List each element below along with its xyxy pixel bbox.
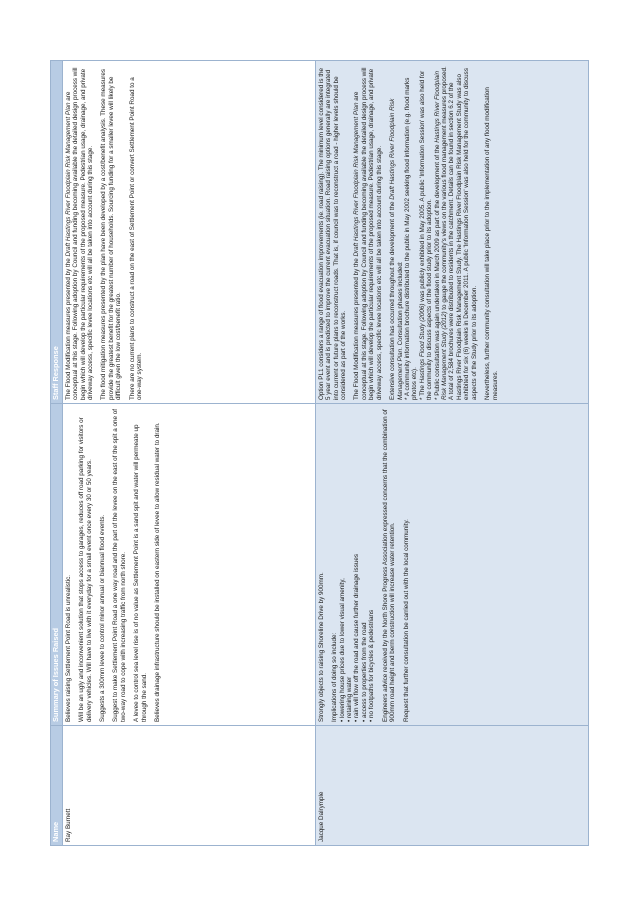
plan-title: Draft Hastings River Floodplain Risk Management Plan xyxy=(389,98,404,400)
response-paragraph xyxy=(65,64,95,400)
list-item: • rain will flow off the road and cause further drainage issues xyxy=(353,554,361,722)
rotated-landscape-table-page xyxy=(50,61,588,846)
text-run: was publicly exhibited in May 2005. A public 'Information Session' was also held for the community to discuss aspects of the flood study prior to its adoption. xyxy=(418,70,434,400)
list-item: • retaining water xyxy=(346,676,353,722)
response-paragraph: The flood mitigation measures presented by the plan have been developed by a cost/benefit analysis. These measures provide the greatest benefit for the greatest number of households. Sourcing funding for a smaller levee will likely be difficult given the low cost/benefit ratio. xyxy=(100,68,123,400)
text-run: are conceptual at this stage. Following adoption by Council and funding becoming available the detailed design process will begin which will develop the particular requirements of the proposed measure. Pedestrian usage, drainage, and private driveway access, specific levee locations etc will all be taken into account during this stage. xyxy=(64,67,94,400)
submissions-table xyxy=(50,60,589,846)
text-run: to gauge the community's views on the various flood management measures proposed. A total of 2,584 brochures were distributed to residents in the catchment. Details can be found in section 6.2 of the Hastings River Floodplain Risk Management Study. The Hastings River Floodplain Risk Management Study was also exhibited for six (6) weeks in December 2011. A public 'Information Session' was also held for the community to discuss aspects of the Study prior to its adoption. xyxy=(441,66,478,400)
response-paragraph xyxy=(389,64,478,400)
text-run: * The xyxy=(418,383,426,400)
submitter-name: Ray Burnett xyxy=(62,726,315,846)
summary-paragraph: Believes raising Settlement Point Road is unrealistic. xyxy=(64,575,72,722)
summary-paragraph: Suggests a 300mm levee to control minor annual or biannual flood events. xyxy=(99,514,106,722)
summary-paragraph: Engineers advice received by the North Shore Progress Association expressed concerns that the combination of 900mm road height and berm construction will increase water retention. xyxy=(381,409,397,722)
summary-cell xyxy=(315,404,588,726)
text-run: The Flood Modification measures presented by the xyxy=(64,256,72,400)
response-paragraph xyxy=(353,64,383,400)
list-intro: Implications of doing so include: xyxy=(331,632,339,722)
text-run: The Flood Modification measures presented by the xyxy=(353,256,361,400)
summary-cell xyxy=(62,404,315,726)
text-run: * Public consultation was again undertaken in March 2009 as part of the development of the xyxy=(433,142,441,400)
table-row xyxy=(315,61,588,846)
response-cell xyxy=(315,61,588,404)
table-header-row xyxy=(51,61,63,846)
plan-title: Draft Hastings River Floodplain Risk Management Plan xyxy=(353,102,361,257)
text-run: are conceptual at this stage. Following adoption by Council and funding becoming available the detailed design process will begin which will develop the particular requirements of the proposed measure. Pedestrian usage, drainage, and private driveway access, specific levee locations etc will all be taken into account during this stage. xyxy=(353,67,383,400)
summary-paragraph: Will be an ugly and inconvenient solution that stops access to garages, reduces off road parking for visitors or delivery vehicles. Will have to live with it everyday for a small event once every 30 or 50 years. xyxy=(78,417,93,722)
submitter-name: Jacque Dalrymple xyxy=(315,726,588,846)
summary-paragraph: A levee to control sea level rise is of no value as Settlement Point is a sand spit and water will permeate up through the sand. xyxy=(133,424,148,722)
response-paragraph: Option PL1 considers a range of flood evacuation improvements (ie. road raising). The minimum level considered is the 5 year event and is predicted to improve the current evacuation situation. Road raising options generally are integrated into current or future plans to reconstruct roads. That is, if council was to reconstruct a road - higher levels should be considered as part of the works. xyxy=(317,67,347,400)
summary-paragraph: Believes drainage infrastructure should be installed on eastern side of levee to allow residual water to drain. xyxy=(154,422,162,722)
response-paragraph: There are no current plans to construct a road on the east of Settlement Point or convert Settlement Point Road to a one-way system. xyxy=(128,77,144,400)
summary-paragraph: Request that further consultation be carried out with the local community. xyxy=(402,519,410,722)
text-run: . Consultation phases included: xyxy=(396,261,404,349)
implications-list xyxy=(331,407,376,722)
header-summary: Summary of Issues Raised xyxy=(51,404,63,726)
study-title: Hastings Flood Study (2006) xyxy=(418,303,426,384)
study-title: Hastings River Floodplain Risk Management Study (2012) xyxy=(433,70,449,400)
text-run: Extensive consultation has occurred throughout the development of the xyxy=(389,199,397,400)
header-response: Staff Response xyxy=(51,61,63,404)
list-item: • lowering house prices due to lower visual amenity, xyxy=(338,578,346,722)
consultation-item: * A community information brochure distributed to the public in May 2002 seeking flood information (e.g. flood marks photos etc). xyxy=(403,77,419,400)
table-row xyxy=(62,61,315,846)
list-item: • access to properties from the road xyxy=(360,622,368,722)
summary-paragraph: Strongly objects to raising Shoreline Drive by 900mm. xyxy=(317,572,325,722)
list-item: • no footpaths for bicycles & pedestrians xyxy=(368,609,376,722)
plan-title: Draft Hastings River Floodplain Risk Management Plan xyxy=(64,102,72,257)
header-name: Name xyxy=(51,726,63,846)
response-paragraph: Nevertheless, further community consultation will take place prior to the implementation of any flood modification measures. xyxy=(484,87,499,400)
response-cell xyxy=(62,61,315,404)
summary-paragraph: Suggest to make Settlement Point Road a one way road and the part of the levee on the east of the spit a one of two-way road to cope with increasing traffic from north shore. xyxy=(112,409,127,722)
